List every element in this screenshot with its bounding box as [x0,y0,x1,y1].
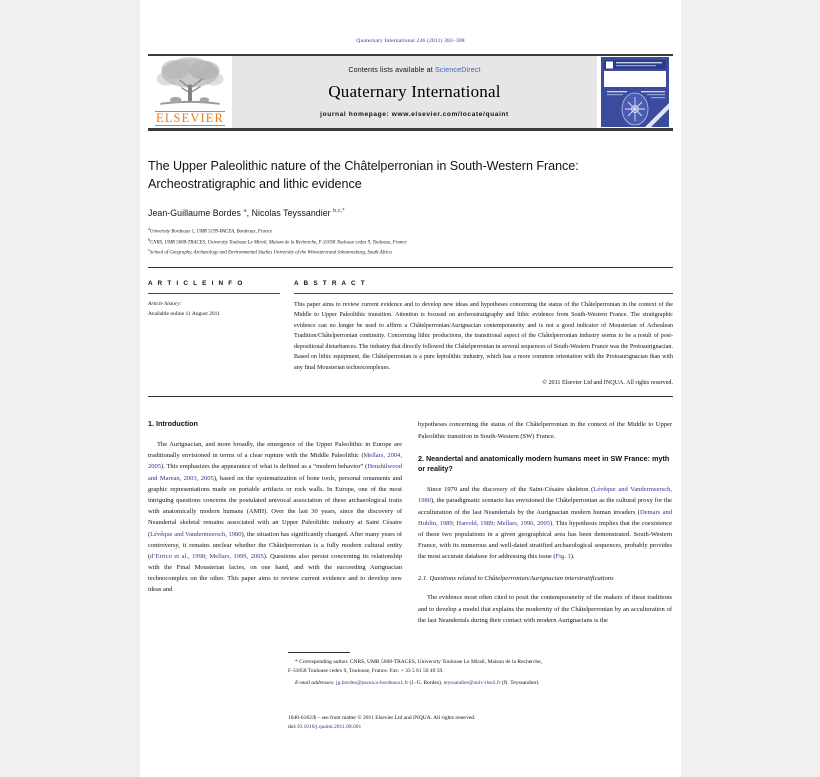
paper-sheet [140,0,681,777]
body-column-left [148,419,402,626]
citation-link[interactable]: Henshilwood and Marean, 2003, 2005 [148,463,402,482]
affiliation-item: $^a$University Bordeaux 1, UMR 5199-PACEA, Bordeaux, France [148,226,273,235]
article-info-rule [148,293,280,294]
footnote-block [288,652,542,689]
citation-link[interactable]: Demars and Hublin, 1989; Harrold, 1989; Mellars, 1996, 2005 [418,508,672,527]
paragraph-text: The Aurignacian, and more broadly, the emergence of the Upper Paleolithic in Europe are traditionally envisioned in terms of a clear rupture with the Middle Paleolithic ( [148,441,402,460]
masthead-bottom-rule [148,128,673,131]
article-info-column [148,280,280,386]
email-link-2[interactable]: teyssandier@univ-tlse2.fr [443,680,501,687]
available-online-date: Available online 11 August 2011 [148,310,220,317]
footnote-rule [288,652,350,653]
paragraph-text: ), the situation has significantly changed. After many years of controversy, it remains unclear whether the Châtelperronian is a fully modern cultural entity ( [148,530,402,560]
citation-link[interactable]: Mellars, 2004, 2005 [148,452,402,471]
article-info-body [148,300,280,319]
elsevier-logo [148,56,232,128]
affiliation-item: $^b$CNRS, UMR 5608-TRACES, University Toulouse Le Mirail, Maison de la Recherche, F-31058 Toulouse cedex 9, Toulouse, France [148,236,407,246]
doi-line [288,723,550,732]
paragraph-intro-continued: hypotheses concerning the status of the Châtelperronian in the context of the Middle to Upper Paleolithic transition in South-Western (SW) France. [418,421,672,440]
imprint-block [288,714,550,732]
article-info-heading: A R T I C L E I N F O [148,280,245,288]
cover-image-icon [601,57,669,127]
author-list: Jean-Guillaume Bordes $^a$, Nicolas Teyssandier $^{b,c,*}$ [148,208,345,219]
paragraph-section21: The evidence most often cited to posit the contemporaneity of the makers of these traditions and to develop a model that explains the modernity of the Châtelperronian by an acculturation of the last Neandertals during their contact with modern Aurignacians is the [418,594,672,624]
sciencedirect-link[interactable]: ScienceDirect [434,66,481,75]
doi-label: doi: [288,723,297,730]
info-abstract-row [148,280,673,386]
citation-link[interactable]: d’Errico et al., 1998; Mellars, 1999, 2005 [150,552,264,560]
masthead-center [232,56,597,128]
running-head: Quaternary International 246 (2011) 382–388 [356,38,465,44]
email-owner-1: (J.-G. Bordes), [409,680,443,687]
paragraph-intro [148,439,402,595]
email-label: E-mail addresses: [295,680,335,687]
elsevier-tree-icon [153,56,227,110]
abstract-rule [294,293,673,294]
email-link-1[interactable]: jg.bordes@pacea.u-bordeaux1.fr [336,680,409,687]
title-separator-rule [148,267,673,268]
abstract-text: This paper aims to review current evidence and to develop new ideas and hypotheses concerning the status of the Châtelperronian in the context of the Middle to Upper Paleolithic transition. Attention is focused on archeostratigraphy and lithic evidence from South-Western France. The stratigraphic evidence can no longer be used to affirm a Châtelperronian/Aurignacian contemporaneity and is not a good indicator of Mousterian of Acheulean Tradition/Châtelperronian continuity. Concerning lithic productions, the transitional aspect of the Châtelperronian industry seems to be a result of post-depositional disturbances. The industry that directly followed the Châtelperronian in several sequences of South-Western France was the Protoaurignacian. Based on lithic equipment, the Châtelperronian is a pure leptolithic industry, which has a more common orientation with the Protoaurignacian than with any final Mousterian technocomplexes. [294,301,673,371]
doi-link[interactable]: 10.1016/j.quaint.2011.08.001 [296,723,362,730]
citation-link[interactable]: Lévêque and Vandermeersch, 1980 [418,486,672,505]
affiliation-item: $^c$School of Geography, Archaeology and Environmental Studies University of the Witwatersrand Johannesburg, South Africa [148,247,392,257]
paragraph-text: ), the paradigmatic scenario has envisioned the Châtelperronian as the cultural proxy for the acculturation of the last Neandertals by the Aurignacian modern human invaders ( [418,497,672,516]
section-heading-introduction: 1. Introduction [148,419,198,429]
paragraph-text: ). [570,553,575,561]
email-addresses-note [288,679,542,688]
title-block [148,157,673,258]
paragraph-section2 [418,484,672,562]
abstract-heading: A B S T R A C T [294,280,367,288]
contents-list-line [348,66,480,74]
paragraph-text: ). Questions also persist concerning its relationship with the Final Mousterian facies, on one hand, and with the succeeding Aurignacian technocomplex on the other. This paper aims to review current evidence and to develop new ideas and [148,552,402,594]
paragraph-text: ), based on the systematization of bone tools, personal ornaments and graphic representations made on portable artifacts or rock walls. In Europe, one of the most intriguing questions concerns the postulated univocal association of these archaeological traits with anatomically modern humans (AMH). Over the last 30 years, since the discovery of Neandertal skeletal remains associated with an Upper Paleolithic industry at Saint Césaire ( [148,474,403,538]
email-owner-2: (N. Teyssandier). [501,680,540,687]
paragraph-text: Since 1979 and the discovery of the Saint-Césaire skeleton ( [427,486,594,494]
issn-line: 1040-6182/$ – see front matter © 2011 Elsevier Ltd and INQUA. All rights reserved. [288,715,476,721]
section-heading-neandertal: 2. Neandertal and anatomically modern humans meet in SW France: myth or reality? [418,453,670,474]
affiliation-list [148,226,673,258]
abstract-separator-rule [148,396,673,397]
elsevier-wordmark: ELSEVIER [156,111,224,126]
journal-cover-thumbnail [597,56,673,128]
corresponding-author-note: * Corresponding author. CNRS, UMR 5608-TRACES, University Toulouse Le Mirail, Maison de la Recherche, F-31058 Toulouse cedex 9, Toulouse, France. Fax: + 33 5 61 50 49 59. [288,658,542,675]
subsection-heading-interstratifications: 2.1. Questions related to Châtelperronian/Aurignacian interstratifications [418,575,614,583]
journal-masthead [148,54,673,131]
paragraph-text: ). This hypothesis implies that the coexistence of these two populations in a given geographical area has been demonstrated. South-Western France, with its numerous and well-dated stratified archaeological sequences, probably provides the most accurate database for addressing this issue ( [418,519,672,561]
article-history-label: Article history: [148,300,182,307]
citation-link[interactable]: Fig. 1 [555,553,571,561]
abstract-copyright: © 2011 Elsevier Ltd and INQUA. All rights reserved. [542,380,673,387]
journal-title: Quaternary International [328,82,501,102]
citation-link[interactable]: Lévêque and Vandermeersch, 1980 [150,530,242,538]
paragraph-text: ). This emphasizes the appearance of what is defined as a “modern behavior” ( [161,463,368,471]
article-body [148,419,673,626]
body-column-right [418,419,672,626]
abstract-column [294,280,673,386]
contents-prefix: Contents lists available at [348,66,435,75]
page-title: The Upper Paleolithic nature of the Châtelperronian in South-Western France: Archeostratigraphic and lithic evidence [148,158,579,192]
journal-homepage[interactable]: journal homepage: www.elsevier.com/locate/quaint [320,111,509,119]
